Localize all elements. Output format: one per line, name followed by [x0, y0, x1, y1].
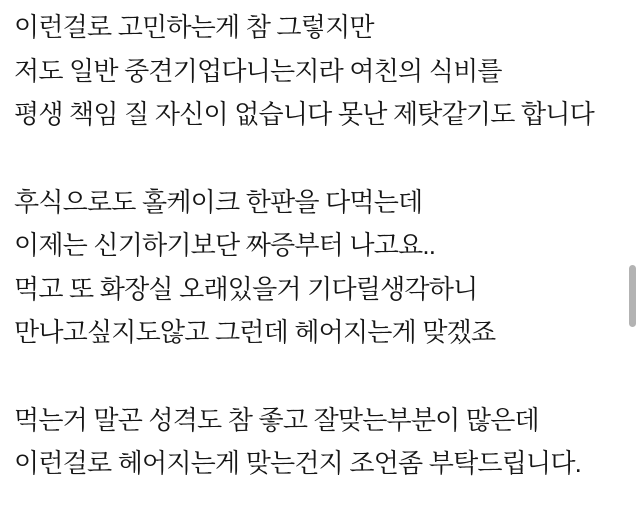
post-text-line: 저도 일반 중견기업다니는지라 여친의 식비를 [14, 55, 502, 86]
post-text-line: 먹고 또 화장실 오래있을거 기다릴생각하니 [14, 273, 478, 304]
post-text-line: 후식으로도 홀케이크 한판을 다먹는데 [14, 186, 423, 217]
post-text-line: 이제는 신기하기보단 짜증부터 나고요.. [14, 230, 436, 260]
post-text-line: 이런걸로 고민하는게 참 그렇지만 [14, 12, 374, 42]
post-paragraph [14, 181, 618, 355]
post-paragraph [14, 399, 618, 486]
post-text-line: 이런걸로 헤어지는게 맞는건지 조언좀 부탁드립니다. [14, 448, 582, 478]
post-text-line: 평생 책임 질 자신이 없습니다 못난 제탓같기도 합니다 [14, 99, 594, 129]
post-paragraph [14, 6, 618, 137]
post-text-body [14, 6, 618, 486]
post-text-line: 만나고싶지도않고 그런데 헤어지는게 맞겠죠 [14, 317, 496, 347]
scrollbar-thumb[interactable] [629, 265, 636, 327]
post-text-line: 먹는거 말곤 성격도 참 좋고 잘맞는부분이 많은데 [14, 404, 539, 435]
